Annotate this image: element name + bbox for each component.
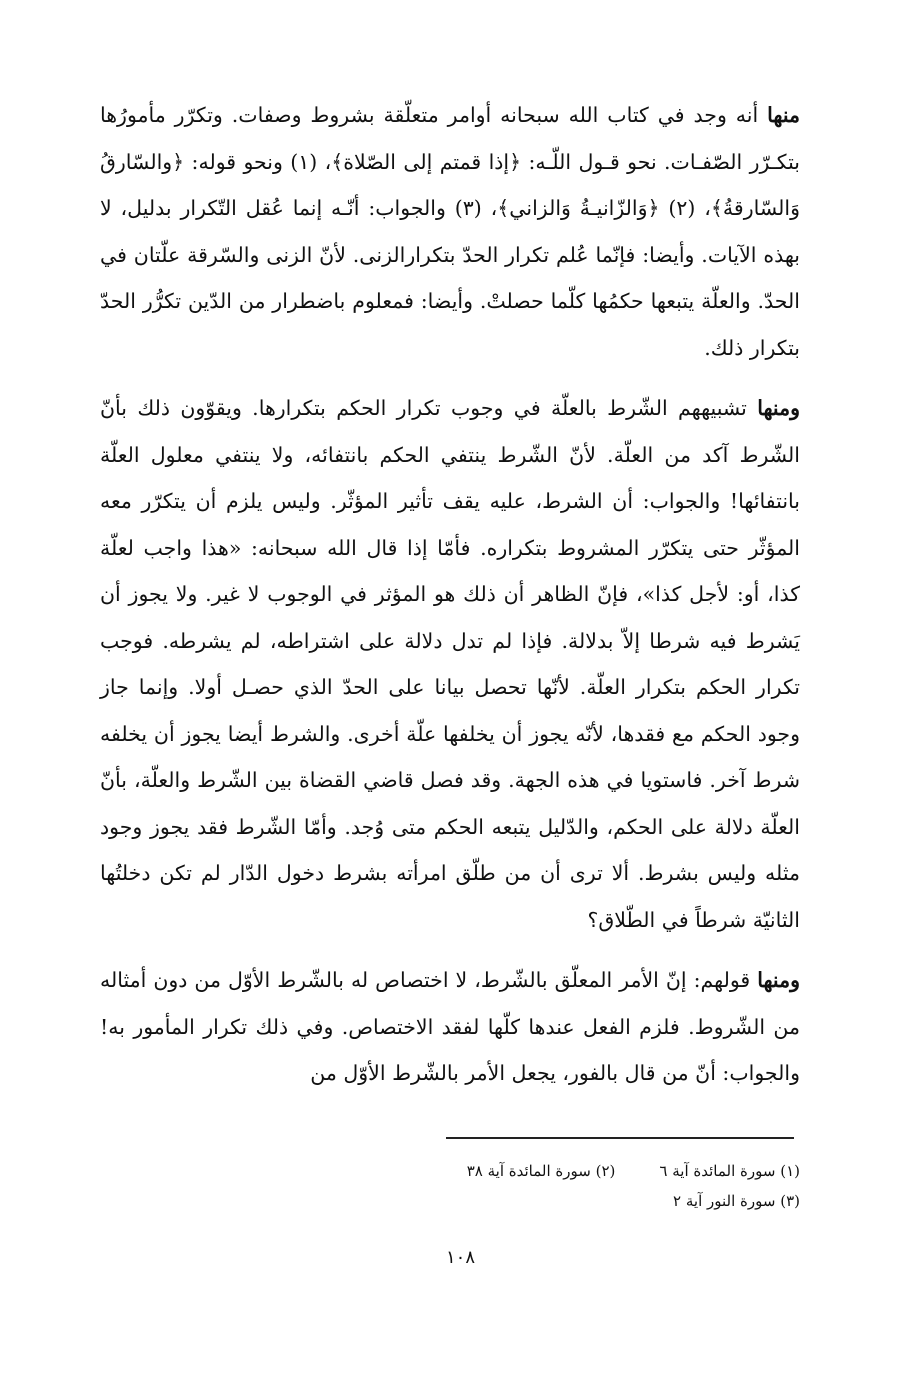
paragraph-lead-word: ومنها bbox=[757, 968, 800, 992]
footnote-divider bbox=[446, 1137, 794, 1139]
footnote-3: (٣) سورة النور آية ٢ bbox=[673, 1192, 800, 1210]
paragraph-3 bbox=[100, 957, 800, 1097]
paragraph-body: قولهم: إنّ الأمر المعلّق بالشّرط، لا اختصاص له بالشّرط الأوّل من دون أمثاله من الشّروط. فلزم الفعل عندها كلّها لفقد الاختصاص. وفي ذلك تكرار المأمور به! والجواب: أنّ من قال بالفور، يجعل الأمر بالشّرط الأوّل من bbox=[100, 968, 800, 1085]
paragraph-lead-word: منها bbox=[767, 103, 800, 127]
footnote-1: (١) سورة المائدة آية ٦ bbox=[659, 1162, 800, 1180]
footnote-2: (٢) سورة المائدة آية ٣٨ bbox=[466, 1162, 616, 1180]
paragraph-body: تشبيههم الشّرط بالعلّة في وجوب تكرار الحكم بتكرارها. ويقوّون ذلك بأنّ الشّرط آكد من العلّة. لأنّ الشّرط ينتفي الحكم بانتفائه، ولا ينتفي معلول العلّة بانتفائها! والجواب: أن الشرط، عليه يقف تأثير المؤثّر. وليس يلزم أن يتكرّر معه المؤثّر حتى يتكرّر المشروط بتكراره. فأمّا إذا قال الله سبحانه: «هذا واجب لعلّة كذا، أو: لأجل كذا»، فإنّ الظاهر أن ذلك هو المؤثر في الوجوب لا غير. ولا يجوز أن يَشرط فيه شرطا إلاّ بدلالة. فإذا لم تدل دلالة على اشتراطه، لم يشرطه. فوجب تكرار الحكم بتكرار العلّة. لأنّها تحصل بيانا على الحدّ الذي حصـل أولا. وإنما جاز وجود الحكم مع فقدها، لأنّه يجوز أن يخلفها علّة أخرى. والشرط أيضا يجوز أن يخلفه شرط آخر. فاستويا في هذه الجهة. وقد فصل قاضي القضاة بين الشّرط والعلّة، بأنّ العلّة دلالة على الحكم، والدّليل يتبعه الحكم متى وُجد. وأمّا الشّرط فقد يجوز وجود مثله وليس بشرط. ألا ترى أن من طلّق امرأته بشرط دخول الدّار لم تكن دخلتُها الثانيّة شرطاً في الطّلاق؟ bbox=[100, 396, 800, 932]
paragraph-1 bbox=[100, 92, 800, 371]
paragraph-lead-word: ومنها bbox=[757, 396, 800, 420]
footnote-row bbox=[300, 1186, 800, 1216]
main-text bbox=[100, 92, 800, 1097]
footnote-row bbox=[300, 1156, 800, 1186]
page-number: ١٠٨ bbox=[445, 1247, 475, 1268]
paragraph-body: أنه وجد في كتاب الله سبحانه أوامر متعلّقة بشروط وصفات. وتكرّر مأمورُها بتكـرّر الصّفـات. نحو قـول اللّـه: ﴿إذا قمتم إلى الصّلاة﴾، (١) ونحو قوله: ﴿والسّارقُ وَالسّارقةُ﴾، (٢) ﴿وَالزّانيـةُ وَالزاني﴾، (٣) والجواب: أنّـه إنما عُقل التّكرار بدليل، لا بهذه الآيات. وأيضا: فإنّما عُلم تكرار الحدّ بتكرارالزنى. لأنّ الزنى والسّرقة علّتان في الحدّ. والعلّة يتبعها حكمُها كلّما حصلتْ. وأيضا: فمعلوم باضطرار من الدّين تكرُّر الحدّ بتكرار ذلك. bbox=[100, 103, 800, 360]
paragraph-2 bbox=[100, 385, 800, 943]
footnotes bbox=[300, 1156, 800, 1216]
